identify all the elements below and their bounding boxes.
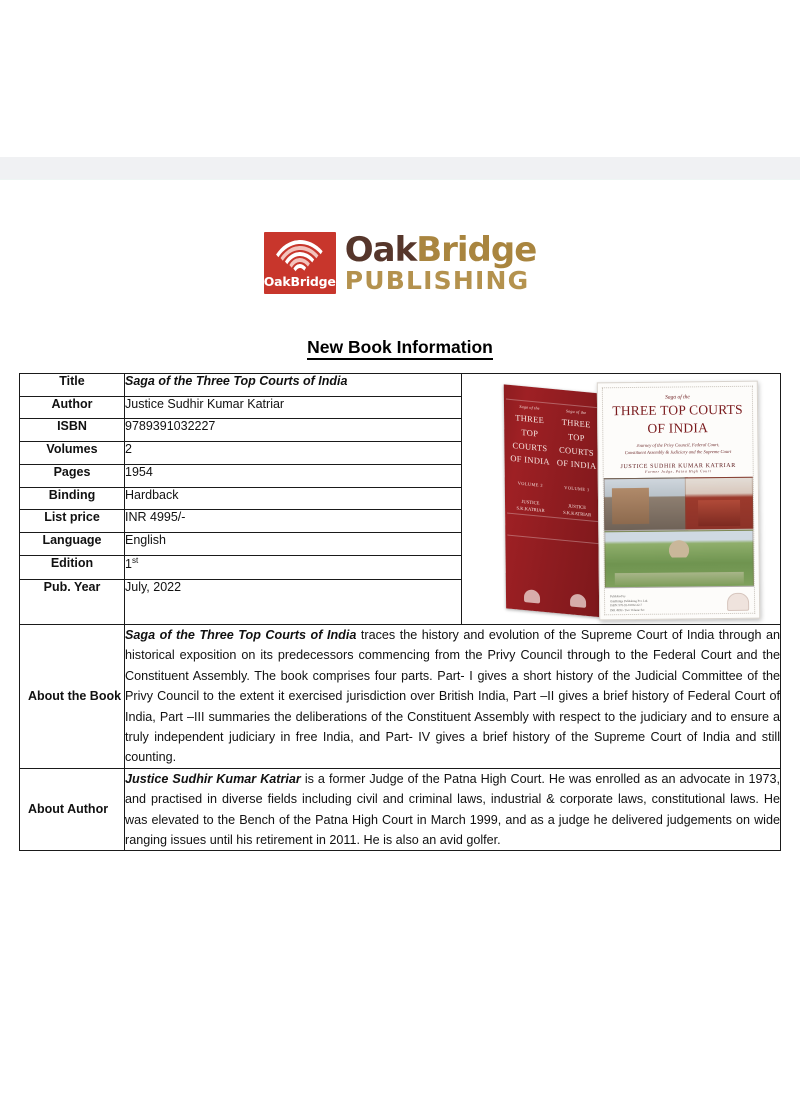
cover-footer — [610, 594, 648, 612]
row-label-binding: Binding — [20, 487, 125, 510]
page-title — [0, 337, 800, 358]
row-value-binding: Hardback — [125, 487, 462, 510]
oakbridge-logo-icon — [264, 232, 336, 294]
logo-word-publishing: PUBLISHING — [344, 266, 530, 295]
row-label-author: Author — [20, 396, 125, 419]
row-label-edition: Edition — [20, 555, 125, 579]
row-value-pub-year: July, 2022 — [125, 580, 462, 625]
cover-title-line1: THREE TOP COURTS — [612, 401, 743, 419]
row-label-title: Title — [20, 374, 125, 397]
cover-saga: Saga of the — [665, 394, 690, 401]
row-label-list-price: List price — [20, 510, 125, 533]
spine2-logo-icon — [523, 589, 539, 604]
logo-word-bridge: Bridge — [416, 230, 537, 270]
row-label-isbn: ISBN — [20, 419, 125, 442]
logo-mark-text: OakBridge — [263, 274, 336, 289]
spine1-logo-icon — [570, 593, 586, 608]
spine2-saga: Saga of the — [519, 403, 540, 411]
cover-subtitle-line1: Journey of the Privy Council, Federal Court, — [636, 441, 720, 448]
book-spines — [504, 384, 601, 617]
cover-footer-line1: Published by — [609, 594, 626, 599]
row-label-about-book: About the Book — [20, 625, 125, 769]
edition-suffix: st — [131, 555, 139, 565]
spine2-author: JUSTICE S.K.KATRIAR — [516, 498, 545, 514]
row-value-edition — [125, 555, 462, 579]
table-row — [20, 374, 781, 397]
spine-volume-2 — [507, 385, 554, 613]
about-author-text — [125, 768, 781, 851]
page-title-text: New Book Information — [307, 337, 493, 360]
cover-footer-line3: ISBN: 978-93-91032-22-7 — [610, 602, 643, 608]
cover-footer-line2: OakBridge Publishing Pvt. Ltd. — [610, 598, 648, 603]
about-author-body: is a former Judge of the Patna High Court. He was enrolled as an advocate in 1973, and practised in diverse fields including civil and criminal laws, industrial & corporate laws, constitutional laws. He was elevated to the Bench of the Patna High Court in March 1999, and as a judge he delivered judgements on wide ranging issues until his retirement in 2011. He is also an avid golfer. — [125, 771, 780, 847]
spine2-title: THREE TOP COURTS OF INDIA — [510, 412, 550, 467]
spine1-saga: Saga of the — [565, 408, 587, 416]
row-value-pages: 1954 — [125, 464, 462, 487]
row-label-volumes: Volumes — [20, 442, 125, 465]
cover-author: JUSTICE SUDHIR KUMAR KATRIAR — [620, 462, 736, 471]
cover-photo-collage — [604, 477, 754, 589]
cover-subtitle-line2: Constituent Assembly & Judiciary and the Supreme Court — [624, 448, 732, 456]
book-front-cover — [597, 381, 760, 621]
about-book-text — [125, 625, 781, 769]
row-value-language: English — [125, 532, 462, 555]
publisher-logo — [0, 232, 800, 294]
row-value-title: Saga of the Three Top Courts of India — [125, 374, 462, 397]
cover-photo-privy-council — [604, 477, 688, 530]
spine1-author: JUSTICE S.K.KATRIAR — [563, 503, 592, 518]
cover-photo-federal-court — [685, 477, 753, 530]
spine1-volume: VOLUME 1 — [564, 485, 590, 493]
row-label-about-author: About Author — [20, 768, 125, 851]
logo-word-oak: Oak — [344, 230, 417, 270]
about-author-lead: Justice Sudhir Kumar Katriar — [125, 771, 301, 786]
row-label-language: Language — [20, 532, 125, 555]
page-top-band — [0, 157, 800, 180]
table-row-about-author — [20, 768, 781, 851]
row-value-author: Justice Sudhir Kumar Katriar — [125, 396, 462, 419]
cover-author-subtitle: Former Judge, Patna High Court — [645, 469, 712, 474]
about-book-lead: Saga of the Three Top Courts of India — [125, 628, 357, 642]
row-label-pub-year: Pub. Year — [20, 580, 125, 625]
about-book-body: traces the history and evolution of the Supreme Court of India through an historical exposition on its predecessors commencing from the Privy Council through to the Federal Court and the Constituent Assembly. The book comprises four parts. Part- I gives a short history of the Judicial Committee of the Privy Council to the extent it exercised jurisdiction over British India, Part –II gives a brief history of Federal Court of India, Part –III summaries the deliberations of the Constituent Assembly with respect to the judiciary and to ensure a truly independent judiciary in free India, and Part- IV gives a brief history of the Supreme Court of India and still counting. — [125, 628, 780, 765]
row-value-volumes: 2 — [125, 442, 462, 465]
row-value-isbn: 9789391032227 — [125, 419, 462, 442]
spine2-volume: VOLUME 2 — [517, 480, 544, 488]
spine1-title: THREE TOP COURTS OF INDIA — [556, 416, 597, 472]
edition-number: 1 — [125, 556, 132, 571]
cover-publisher-logo-icon — [727, 593, 749, 611]
row-label-pages: Pages — [20, 464, 125, 487]
spine-volume-1 — [554, 389, 600, 617]
cover-photo-supreme-court — [604, 530, 754, 589]
table-row-about-book — [20, 625, 781, 769]
row-value-list-price: INR 4995/- — [125, 510, 462, 533]
cover-footer-line4: INR 4995/- Two Volume Set — [610, 607, 645, 612]
book-information-table — [19, 373, 781, 851]
book-cover-image — [462, 374, 781, 625]
cover-title-line2: OF INDIA — [647, 420, 709, 436]
